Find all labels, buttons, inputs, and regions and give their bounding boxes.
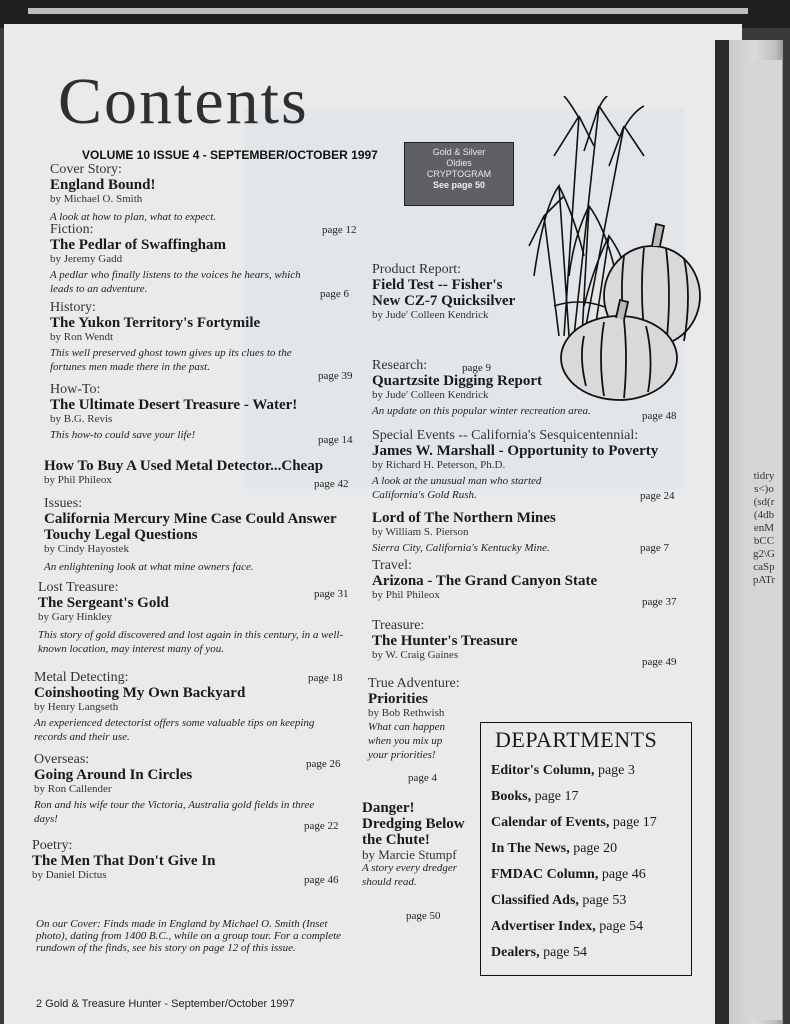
- entry-poetry: [32, 838, 358, 886]
- entry-overseas: [34, 752, 360, 832]
- entry-page: page 6: [320, 288, 350, 300]
- entry-category: True Adventure:: [368, 676, 460, 691]
- department-item: Advertiser Index, page 54: [491, 919, 644, 934]
- entry-byline: by Gary Hinkley: [38, 611, 112, 623]
- entry-title: Priorities: [368, 691, 428, 707]
- page-title: Contents: [58, 65, 309, 138]
- entry-description: An enlightening look at what mine owners face.: [44, 561, 254, 573]
- department-item: Calendar of Events, page 17: [491, 815, 657, 830]
- entry-page: page 49: [642, 656, 677, 668]
- entry-byline: by Phil Phileox: [44, 474, 112, 486]
- entry-title: How To Buy A Used Metal Detector...Cheap: [44, 458, 324, 474]
- entry-title: Field Test -- Fisher's New CZ-7 Quicksilver: [372, 277, 516, 309]
- entry-page: page 39: [318, 370, 353, 382]
- entry-category: Lost Treasure:: [38, 580, 119, 595]
- department-item: FMDAC Column, page 46: [491, 867, 646, 882]
- entry-description: A look at how to plan, what to expect.: [50, 211, 216, 223]
- entry-category: Cover Story:: [50, 162, 122, 177]
- entry-title: The Yukon Territory's Fortymile: [50, 315, 261, 331]
- entry-byline: by B.G. Revis: [50, 413, 113, 425]
- entry-category: Metal Detecting:: [34, 670, 129, 685]
- entry-category: Special Events -- California's Sesquicentennial:: [372, 428, 639, 443]
- department-item: Editor's Column, page 3: [491, 763, 635, 778]
- entry-description: A pedlar who finally listens to the voices he hears, which leads to an adventure.: [50, 269, 301, 295]
- entry-page: page 48: [642, 410, 677, 422]
- cryptogram-line: Oldies: [446, 158, 472, 168]
- entry-description: An update on this popular winter recreation area.: [372, 405, 591, 417]
- entry-title: The Sergeant's Gold: [38, 595, 169, 611]
- entry-page: page 7: [640, 542, 670, 554]
- entry-category: How-To:: [50, 382, 101, 397]
- entry-title: James W. Marshall - Opportunity to Poverty: [372, 443, 659, 459]
- entry-byline: by Bob Rethwish: [368, 707, 445, 719]
- entry-byline: by Cindy Hayostek: [44, 543, 129, 555]
- entry-byline: by Marcie Stumpf: [362, 847, 457, 862]
- entry-category: Treasure:: [372, 618, 425, 633]
- adjacent-page-letters: tidrys<)o(sd(r(4dbenMbCCg2\GcaSppATr: [752, 470, 776, 586]
- entry-page: page 50: [406, 910, 441, 922]
- entry-page: page 26: [306, 758, 341, 770]
- entry-history: [50, 300, 370, 382]
- cover-note: On our Cover: Finds made in England by Michael O. Smith (Inset photo), dating from 1400 B.C., while on a group tour. For a complete rundown of the finds, see his story on page 12 of this issue.: [36, 918, 342, 954]
- entry-true-adventure: [368, 676, 472, 784]
- entry-page: page 37: [642, 596, 677, 608]
- page-footer: 2 Gold & Treasure Hunter - September/October 1997: [36, 998, 295, 1010]
- entry-title: Coinshooting My Own Backyard: [34, 685, 246, 701]
- entry-page: page 18: [308, 672, 343, 684]
- entry-description: This how-to could save your life!: [50, 429, 196, 441]
- entry-metal-detector: [44, 458, 364, 490]
- entry-page: page 14: [318, 434, 353, 446]
- magazine-page: [4, 24, 742, 1024]
- entry-page: page 9: [462, 362, 492, 374]
- cryptogram-line: CRYPTOGRAM: [426, 169, 492, 179]
- entry-page: page 46: [304, 874, 339, 886]
- entry-danger-dredging: [362, 800, 474, 922]
- entry-byline: by William S. Pierson: [372, 526, 469, 538]
- entry-page: page 42: [314, 478, 349, 490]
- entry-byline: by Daniel Dictus: [32, 869, 107, 881]
- entry-byline: by W. Craig Gaines: [372, 649, 459, 661]
- entry-category: Research:: [372, 358, 428, 373]
- entry-description: An experienced detectorist offers some valuable tips on keeping records and their use.: [34, 717, 315, 743]
- entry-description: What can happen when you mix up your priorities!: [368, 721, 445, 761]
- entry-title: The Pedlar of Swaffingham: [50, 237, 226, 253]
- entry-category: Travel:: [372, 558, 412, 573]
- entry-title: Lord of The Northern Mines: [372, 510, 556, 526]
- entry-description: Ron and his wife tour the Victoria, Australia gold fields in three days!: [34, 799, 315, 825]
- cryptogram-line: See page 50: [432, 180, 486, 190]
- entry-category: History:: [50, 300, 96, 315]
- department-item: Classified Ads, page 53: [491, 893, 627, 908]
- entry-title: The Men That Don't Give In: [32, 853, 216, 869]
- entry-byline: by Michael O. Smith: [50, 193, 143, 205]
- entry-page: page 22: [304, 820, 339, 832]
- cryptogram-line: Gold & Silver: [432, 147, 486, 157]
- entry-category: Product Report:: [372, 262, 462, 277]
- entry-treasure: [372, 618, 692, 668]
- entry-special-events: [372, 428, 692, 502]
- entry-category: Poetry:: [32, 838, 73, 853]
- entry-title: Going Around In Circles: [34, 767, 193, 783]
- entry-category: Overseas:: [34, 752, 90, 767]
- entry-title: The Hunter's Treasure: [372, 633, 518, 649]
- entry-travel: [372, 558, 692, 608]
- entry-title: Danger! Dredging Below the Chute!: [362, 800, 465, 848]
- entry-byline: by Jude' Colleen Kendrick: [372, 389, 489, 401]
- entry-page: page 12: [322, 224, 357, 236]
- entry-byline: by Jeremy Gadd: [50, 253, 123, 265]
- entry-page: page 24: [640, 490, 675, 502]
- department-item: Dealers, page 54: [491, 945, 588, 960]
- entry-byline: by Richard H. Peterson, Ph.D.: [372, 459, 506, 471]
- entry-page: page 4: [408, 772, 438, 784]
- entry-description: A story every dredger should read.: [362, 862, 457, 888]
- entry-byline: by Henry Langseth: [34, 701, 119, 713]
- entry-research: [372, 358, 692, 422]
- entry-title: The Ultimate Desert Treasure - Water!: [50, 397, 298, 413]
- department-item: Books, page 17: [491, 789, 579, 804]
- entry-title: England Bound!: [50, 177, 156, 193]
- departments-box: [480, 722, 692, 976]
- entry-byline: by Ron Wendt: [50, 331, 114, 343]
- department-item: In The News, page 20: [491, 841, 618, 856]
- departments-heading: DEPARTMENTS: [495, 727, 658, 752]
- entry-title: Arizona - The Grand Canyon State: [372, 573, 598, 589]
- entry-fiction: [50, 222, 370, 300]
- entry-category: Fiction:: [50, 222, 94, 237]
- entry-title: California Mercury Mine Case Could Answer Touchy Legal Questions: [44, 511, 337, 543]
- entry-byline: by Phil Phileox: [372, 589, 440, 601]
- entry-northern-mines: [372, 510, 692, 555]
- volume-line: VOLUME 10 ISSUE 4 - SEPTEMBER/OCTOBER 1997: [82, 148, 378, 162]
- entry-title: Quartzsite Digging Report: [372, 373, 542, 389]
- entry-byline: by Jude' Colleen Kendrick: [372, 309, 489, 321]
- cryptogram-box: [404, 142, 514, 206]
- entry-byline: by Ron Callender: [34, 783, 112, 795]
- entry-description: This story of gold discovered and lost again in this century, in a well-known location, may interest many of you.: [38, 629, 344, 655]
- entry-page: page 31: [314, 588, 349, 600]
- entry-description: A look at the unusual man who started California's Gold Rush.: [372, 475, 542, 501]
- entry-description: Sierra City, California's Kentucky Mine.: [372, 542, 550, 554]
- entry-description: This well preserved ghost town gives up its clues to the fortunes men made there in the past.: [50, 347, 292, 373]
- entry-how-to: [50, 382, 370, 446]
- entry-category: Issues:: [44, 496, 83, 511]
